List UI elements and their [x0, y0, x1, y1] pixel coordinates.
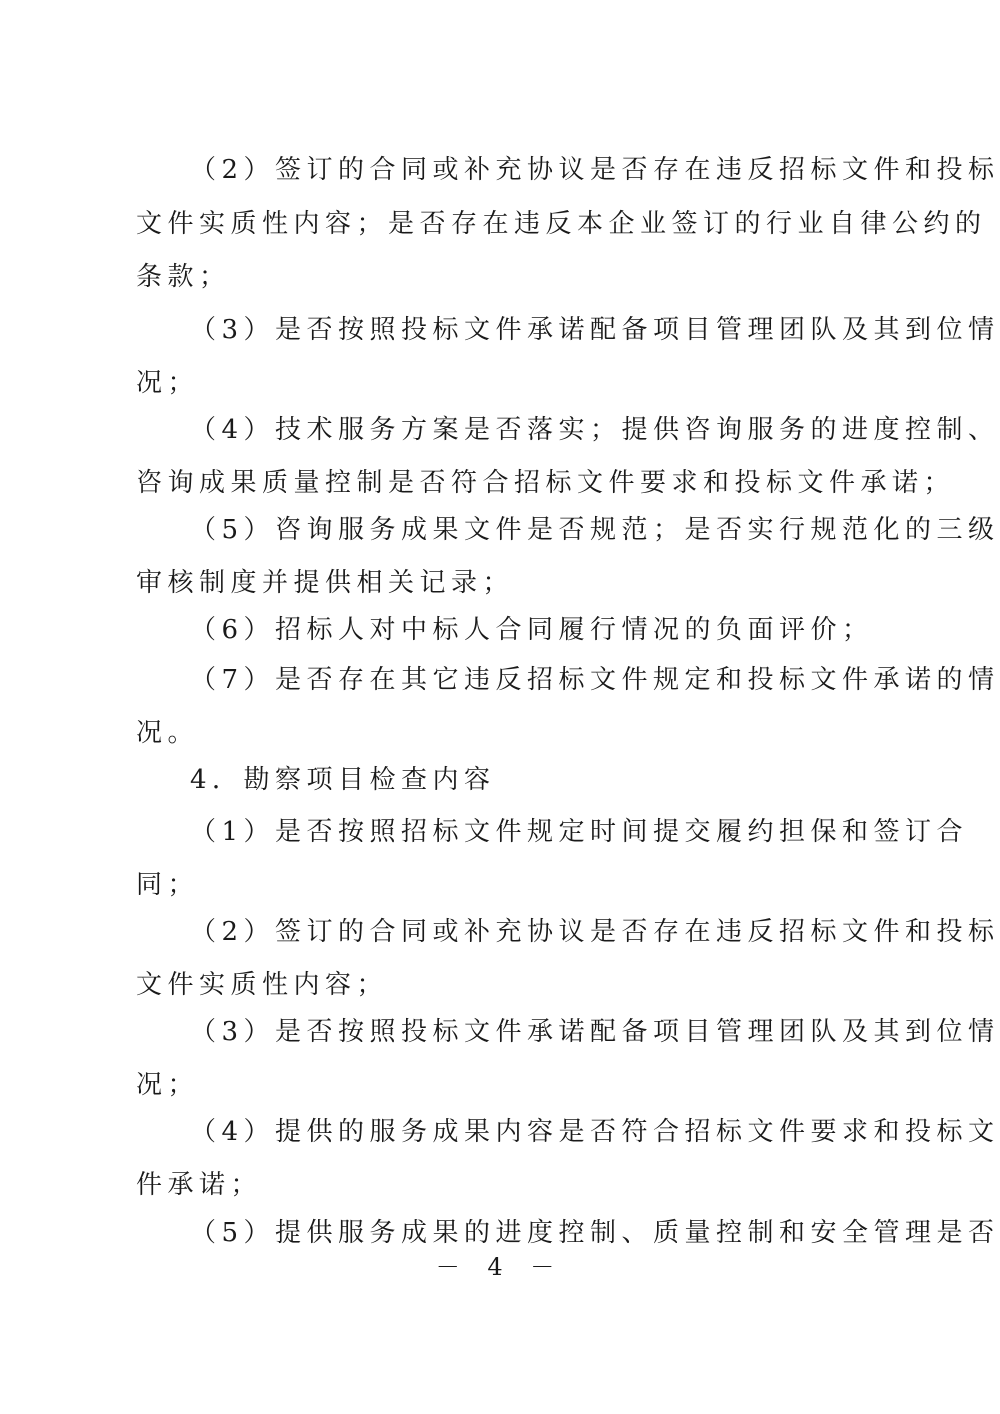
paragraph-line: （2）签订的合同或补充协议是否存在违反招标文件和投标 — [190, 917, 1000, 947]
paragraph-line: （7）是否存在其它违反招标文件规定和投标文件承诺的情 — [190, 665, 1000, 695]
paragraph-line: 况。 — [136, 718, 200, 748]
paragraph-line: （3）是否按照投标文件承诺配备项目管理团队及其到位情 — [190, 315, 1000, 345]
paragraph-line: 审核制度并提供相关记录； — [136, 568, 515, 598]
paragraph-line: （4）提供的服务成果内容是否符合招标文件要求和投标文 — [190, 1117, 1000, 1147]
paragraph-line: （5）提供服务成果的进度控制、质量控制和安全管理是否 — [190, 1218, 1000, 1248]
paragraph-line: 况； — [136, 1070, 200, 1100]
paragraph-line: 文件实质性内容；是否存在违反本企业签订的行业自律公约的 — [136, 209, 987, 239]
paragraph-line: 同； — [136, 870, 200, 900]
paragraph-line: 咨询成果质量控制是否符合招标文件要求和投标文件承诺； — [136, 468, 956, 498]
paragraph-line: 况； — [136, 368, 200, 398]
paragraph-line: （6）招标人对中标人合同履行情况的负面评价； — [190, 615, 874, 645]
paragraph-line: （1）是否按照招标文件规定时间提交履约担保和签订合 — [190, 817, 969, 847]
paragraph-line: （5）咨询服务成果文件是否规范；是否实行规范化的三级 — [190, 515, 1000, 545]
page-number: － 4 － — [435, 1253, 565, 1281]
section-heading: 4．勘察项目检查内容 — [190, 765, 496, 795]
paragraph-line: （4）技术服务方案是否落实；提供咨询服务的进度控制、 — [190, 415, 1000, 445]
paragraph-line: 条款； — [136, 262, 231, 292]
paragraph-line: 件承诺； — [136, 1170, 263, 1200]
paragraph-line: 文件实质性内容； — [136, 970, 389, 1000]
paragraph-line: （2）签订的合同或补充协议是否存在违反招标文件和投标 — [190, 155, 1000, 185]
paragraph-line: （3）是否按照投标文件承诺配备项目管理团队及其到位情 — [190, 1017, 1000, 1047]
